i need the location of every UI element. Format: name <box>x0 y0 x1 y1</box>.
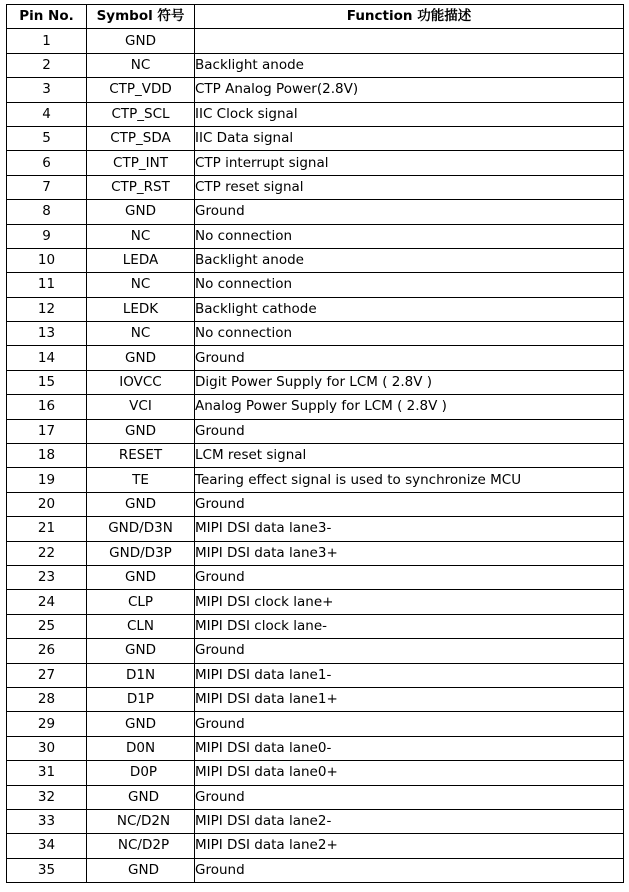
table-row <box>7 761 624 785</box>
pin-number-cell: 1 <box>7 29 87 53</box>
function-cell: IIC Data signal <box>195 126 624 150</box>
symbol-cell: GND <box>87 29 195 53</box>
function-cell: MIPI DSI data lane3- <box>195 517 624 541</box>
symbol-cell: CTP_RST <box>87 175 195 199</box>
header-symbol: Symbol 符号 <box>87 5 195 29</box>
symbol-cell: GND <box>87 785 195 809</box>
function-cell: Analog Power Supply for LCM ( 2.8V ) <box>195 395 624 419</box>
pin-number-cell: 16 <box>7 395 87 419</box>
pin-number-cell: 25 <box>7 614 87 638</box>
pin-number-cell: 18 <box>7 444 87 468</box>
function-cell: MIPI DSI clock lane+ <box>195 590 624 614</box>
pin-number-cell: 29 <box>7 712 87 736</box>
pin-number-cell: 14 <box>7 346 87 370</box>
table-row <box>7 78 624 102</box>
function-cell: MIPI DSI data lane2+ <box>195 834 624 858</box>
function-cell: Ground <box>195 492 624 516</box>
pin-number-cell: 13 <box>7 322 87 346</box>
function-cell: Ground <box>195 858 624 882</box>
pin-number-cell: 21 <box>7 517 87 541</box>
symbol-cell: NC <box>87 53 195 77</box>
pin-number-cell: 3 <box>7 78 87 102</box>
symbol-cell: GND/D3N <box>87 517 195 541</box>
symbol-cell: CTP_VDD <box>87 78 195 102</box>
pin-number-cell: 33 <box>7 809 87 833</box>
symbol-cell: GND <box>87 419 195 443</box>
function-cell: Ground <box>195 419 624 443</box>
function-cell: IIC Clock signal <box>195 102 624 126</box>
table-row <box>7 53 624 77</box>
table-row <box>7 444 624 468</box>
table-row <box>7 224 624 248</box>
header-pin-no: Pin No. <box>7 5 87 29</box>
table-row <box>7 639 624 663</box>
table-row <box>7 395 624 419</box>
symbol-cell: NC/D2N <box>87 809 195 833</box>
pin-number-cell: 11 <box>7 273 87 297</box>
table-row <box>7 346 624 370</box>
pin-number-cell: 30 <box>7 736 87 760</box>
function-cell: Ground <box>195 200 624 224</box>
symbol-cell: GND/D3P <box>87 541 195 565</box>
table-row <box>7 565 624 589</box>
table-row <box>7 468 624 492</box>
function-cell: CTP interrupt signal <box>195 151 624 175</box>
table-row <box>7 102 624 126</box>
symbol-cell: LEDK <box>87 297 195 321</box>
function-cell: No connection <box>195 273 624 297</box>
function-cell: No connection <box>195 224 624 248</box>
function-cell: Ground <box>195 712 624 736</box>
pin-number-cell: 20 <box>7 492 87 516</box>
function-cell: MIPI DSI clock lane- <box>195 614 624 638</box>
symbol-cell: NC/D2P <box>87 834 195 858</box>
symbol-cell: GND <box>87 565 195 589</box>
pin-number-cell: 32 <box>7 785 87 809</box>
symbol-cell: GND <box>87 639 195 663</box>
pin-number-cell: 28 <box>7 687 87 711</box>
function-cell: MIPI DSI data lane2- <box>195 809 624 833</box>
pin-number-cell: 24 <box>7 590 87 614</box>
pin-number-cell: 26 <box>7 639 87 663</box>
symbol-cell: CTP_SCL <box>87 102 195 126</box>
pin-number-cell: 35 <box>7 858 87 882</box>
pin-number-cell: 31 <box>7 761 87 785</box>
table-row <box>7 248 624 272</box>
table-body <box>7 29 624 883</box>
symbol-cell: CTP_SDA <box>87 126 195 150</box>
table-row <box>7 151 624 175</box>
function-cell: MIPI DSI data lane1+ <box>195 687 624 711</box>
function-cell: Ground <box>195 565 624 589</box>
pin-number-cell: 6 <box>7 151 87 175</box>
table-header-row <box>7 5 624 29</box>
symbol-cell: CLN <box>87 614 195 638</box>
function-cell: Ground <box>195 639 624 663</box>
table-row <box>7 200 624 224</box>
table-row <box>7 687 624 711</box>
function-cell: MIPI DSI data lane3+ <box>195 541 624 565</box>
symbol-cell: GND <box>87 346 195 370</box>
symbol-cell: VCI <box>87 395 195 419</box>
function-cell: No connection <box>195 322 624 346</box>
table-row <box>7 322 624 346</box>
header-function: Function 功能描述 <box>195 5 624 29</box>
table-row <box>7 736 624 760</box>
pin-number-cell: 10 <box>7 248 87 272</box>
symbol-cell: NC <box>87 322 195 346</box>
table-row <box>7 273 624 297</box>
pin-number-cell: 12 <box>7 297 87 321</box>
symbol-cell: TE <box>87 468 195 492</box>
function-cell <box>195 29 624 53</box>
symbol-cell: CLP <box>87 590 195 614</box>
symbol-cell: NC <box>87 224 195 248</box>
table-row <box>7 175 624 199</box>
table-row <box>7 614 624 638</box>
pin-number-cell: 19 <box>7 468 87 492</box>
pin-number-cell: 17 <box>7 419 87 443</box>
symbol-cell: D1N <box>87 663 195 687</box>
table-row <box>7 858 624 882</box>
symbol-cell: GND <box>87 200 195 224</box>
function-cell: Digit Power Supply for LCM ( 2.8V ) <box>195 370 624 394</box>
table-row <box>7 541 624 565</box>
pin-number-cell: 15 <box>7 370 87 394</box>
pin-number-cell: 2 <box>7 53 87 77</box>
function-cell: Backlight anode <box>195 53 624 77</box>
symbol-cell: NC <box>87 273 195 297</box>
table-row <box>7 29 624 53</box>
table-row <box>7 492 624 516</box>
symbol-cell: D0P <box>87 761 195 785</box>
function-cell: CTP Analog Power(2.8V) <box>195 78 624 102</box>
table-row <box>7 590 624 614</box>
function-cell: Ground <box>195 346 624 370</box>
function-cell: MIPI DSI data lane0+ <box>195 761 624 785</box>
symbol-cell: LEDA <box>87 248 195 272</box>
table-row <box>7 785 624 809</box>
pin-number-cell: 5 <box>7 126 87 150</box>
table-row <box>7 370 624 394</box>
function-cell: Ground <box>195 785 624 809</box>
symbol-cell: CTP_INT <box>87 151 195 175</box>
table-row <box>7 517 624 541</box>
pin-number-cell: 7 <box>7 175 87 199</box>
pin-number-cell: 8 <box>7 200 87 224</box>
symbol-cell: IOVCC <box>87 370 195 394</box>
function-cell: Backlight cathode <box>195 297 624 321</box>
pin-number-cell: 27 <box>7 663 87 687</box>
pin-number-cell: 4 <box>7 102 87 126</box>
table-row <box>7 809 624 833</box>
table-row <box>7 834 624 858</box>
function-cell: Backlight anode <box>195 248 624 272</box>
function-cell: LCM reset signal <box>195 444 624 468</box>
table-row <box>7 663 624 687</box>
function-cell: MIPI DSI data lane0- <box>195 736 624 760</box>
symbol-cell: GND <box>87 492 195 516</box>
pin-definition-table <box>6 4 624 883</box>
table-row <box>7 712 624 736</box>
symbol-cell: D1P <box>87 687 195 711</box>
function-cell: MIPI DSI data lane1- <box>195 663 624 687</box>
pin-number-cell: 9 <box>7 224 87 248</box>
symbol-cell: D0N <box>87 736 195 760</box>
symbol-cell: GND <box>87 858 195 882</box>
symbol-cell: RESET <box>87 444 195 468</box>
pin-number-cell: 34 <box>7 834 87 858</box>
pin-number-cell: 23 <box>7 565 87 589</box>
table-row <box>7 126 624 150</box>
table-row <box>7 297 624 321</box>
function-cell: Tearing effect signal is used to synchronize MCU <box>195 468 624 492</box>
symbol-cell: GND <box>87 712 195 736</box>
table-row <box>7 419 624 443</box>
function-cell: CTP reset signal <box>195 175 624 199</box>
pin-number-cell: 22 <box>7 541 87 565</box>
